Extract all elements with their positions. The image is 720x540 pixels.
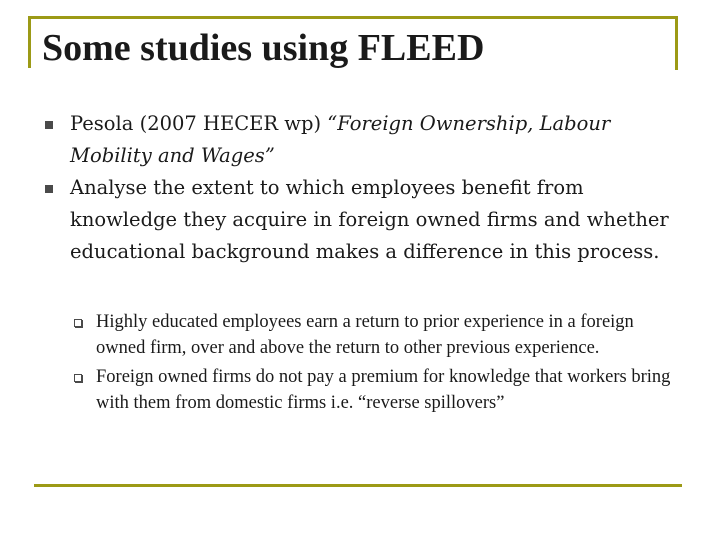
frame-rule-left [28,16,31,68]
hollow-square-bullet-icon [74,319,82,327]
bullet-item-pesola [42,108,682,172]
sub-bullet-item [72,309,684,361]
sub-bullet-item [72,364,684,416]
bullet-list [42,108,682,268]
bullet-text: Analyse the extent to which employees benefit from knowledge they acquire in foreign owned firms and whether educational background makes a difference in this process. [70,176,669,263]
frame-rule-bottom [34,484,682,487]
filled-square-bullet-icon [45,185,53,193]
frame-rule-top [28,16,678,19]
bullet-citation: Pesola (2007 HECER wp) [70,112,328,135]
bullet-paper-title: “Foreign Ownership, Labour Mobility and Wages” [70,112,611,167]
bullet-item-analyse [42,172,682,268]
filled-square-bullet-icon [45,121,53,129]
hollow-square-bullet-icon [74,374,82,382]
slide-title: Some studies using FLEED [42,27,485,69]
sub-bullet-text: Highly educated employees earn a return to prior experience in a foreign owned firm, over and above the return to other previous experience. [96,312,634,358]
sub-bullet-text: Foreign owned firms do not pay a premium for knowledge that workers bring with them from domestic firms i.e. “reverse spillovers” [96,367,671,413]
sub-bullet-list [72,309,684,419]
frame-rule-right [675,16,678,70]
